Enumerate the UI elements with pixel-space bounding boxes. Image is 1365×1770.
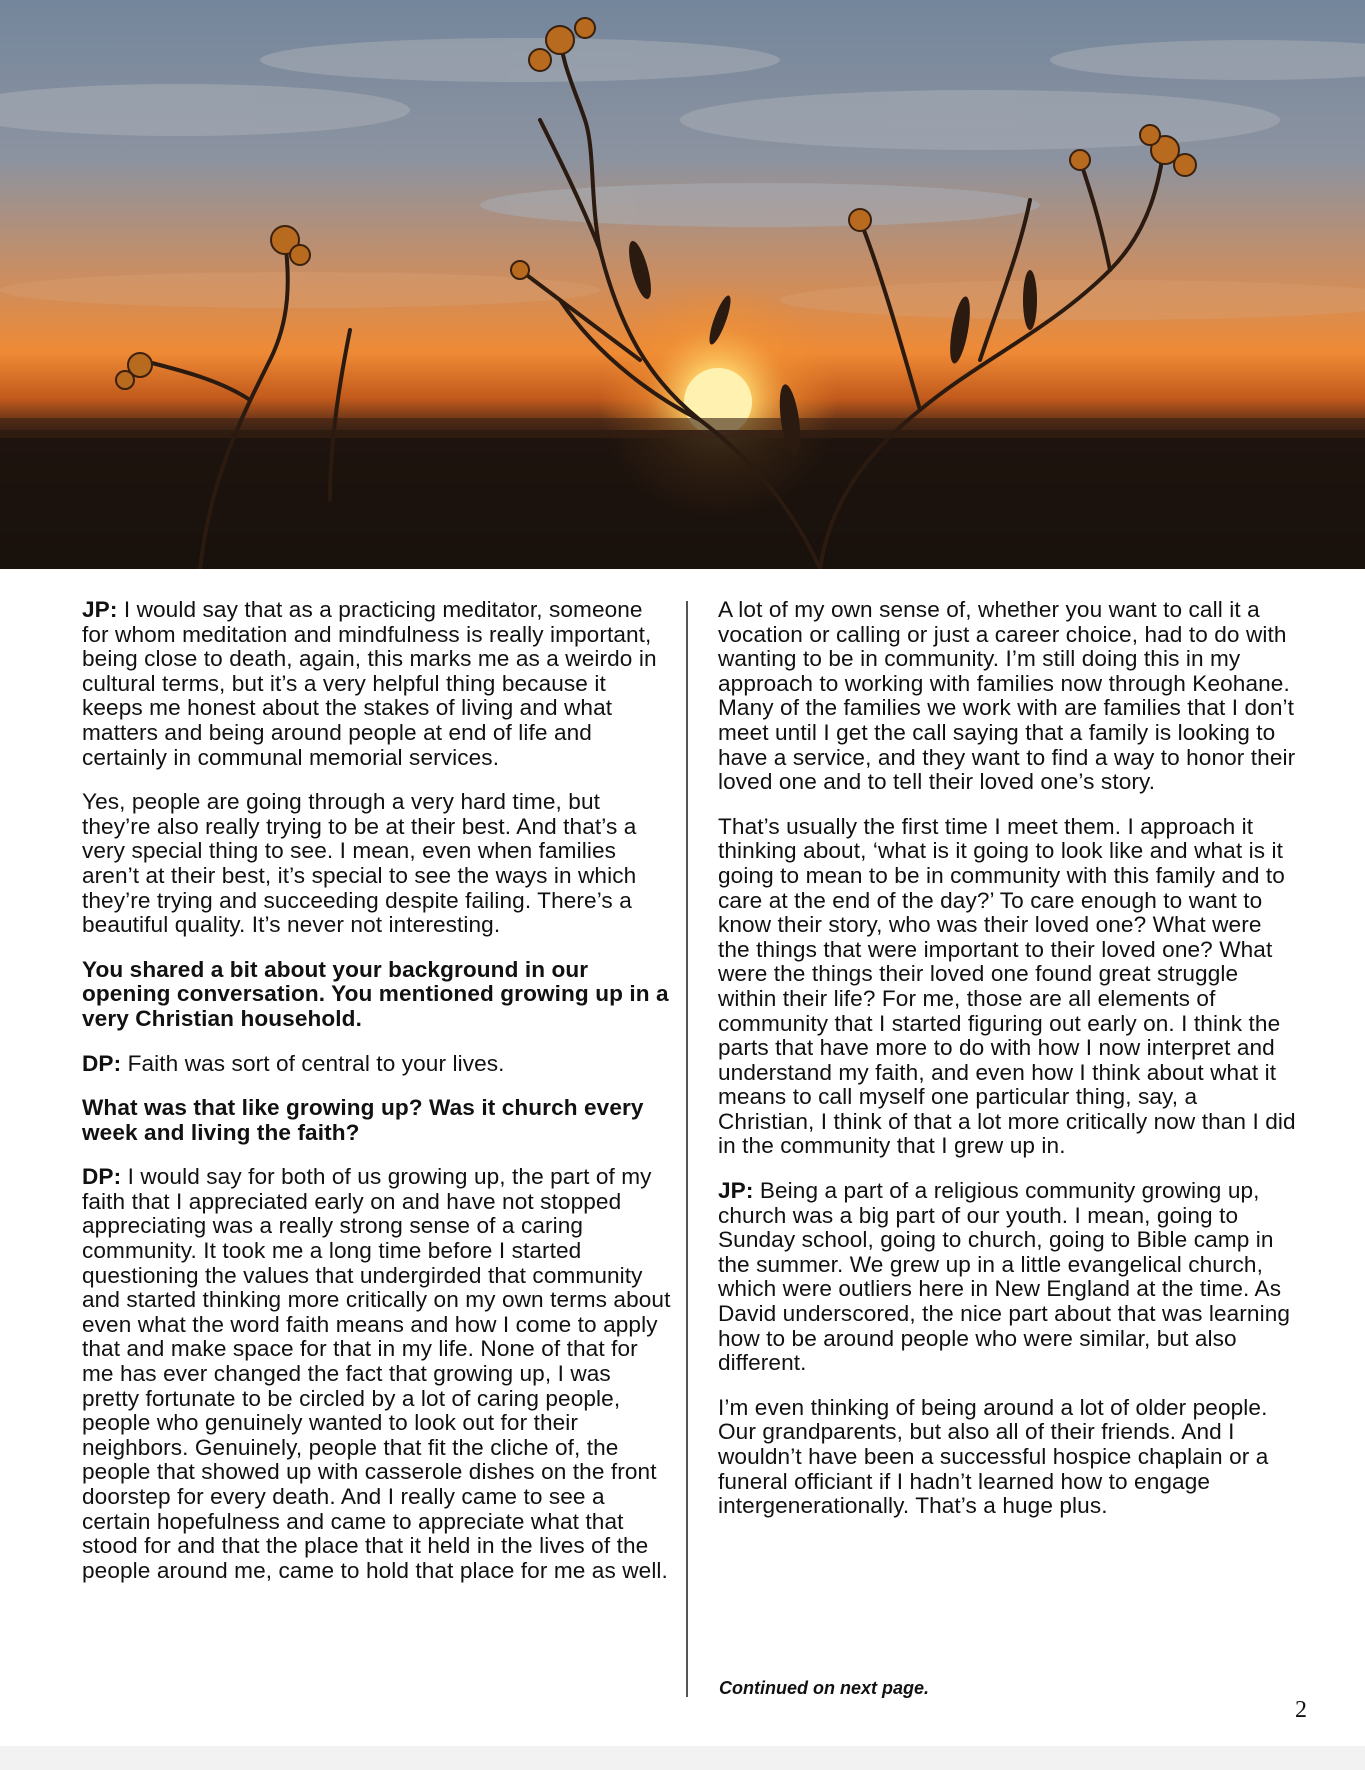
paragraph: A lot of my own sense of, whether you want to call it a vocation or calling or just a career choice, had to do with wanting to be in community. I’m still doing this in my approach to working with families now through Keohane. Many of the families we work with are families that I don’t meet until I get the call saying that a family is looking to have a service, and they want to find a way to honor their loved one and to tell their loved one’s story.: [718, 597, 1296, 795]
paragraph: Yes, people are going through a very hard time, but they’re also really trying to be at their best. And that’s a very special thing to see. I mean, even when families aren’t at their best, it’s special to see the ways in which they’re trying and succeeding despite failing. There’s a beautiful quality. It’s never not interesting.: [82, 789, 637, 938]
page-bottom-band: [0, 1746, 1365, 1770]
paragraph-text: I would say for both of us growing up, the part of my faith that I appreciated early on and have not stopped appreciating was a really strong sense of a caring community. It took me a long time before I started questioning the values that undergirded that community and started thinking more critically on my own terms about even what the word faith means and how I come to apply that and make space for that in my life. None of that for me has ever changed the fact that growing up, I was pretty fortunate to be circled by a lot of caring people, people who genuinely wanted to look out for their neighbors. Genuinely, people that fit the cliche of, the people that showed up with casserole dishes on the front doorstep for every death. And I really came to see a certain hopefulness and came to appreciate what that stood for and that the place that it held in the lives of the people around me, came to hold that place for me as well.: [82, 1164, 671, 1583]
speaker-label: JP:: [82, 597, 118, 622]
speaker-label: DP:: [82, 1164, 122, 1190]
continued-note: Continued on next page.: [719, 1678, 929, 1698]
page-number: 2: [1295, 1697, 1307, 1723]
interview-question: What was that like growing up? Was it church every week and living the faith?: [82, 1095, 644, 1145]
paragraph: I’m even thinking of being around a lot of older people. Our grandparents, but also all of their friends. And I wouldn’t have been a successful hospice chaplain or a funeral officiant if I hadn’t learned how to engage intergenerationally. That’s a huge plus.: [718, 1394, 1269, 1519]
paragraph: [718, 1179, 1296, 1376]
paragraph: [82, 1165, 672, 1583]
paragraph-text: Being a part of a religious community growing up, church was a big part of our youth. I mean, going to Sunday school, going to church, going to Bible camp in the summer. We grew up in a little evangelical church, which were outliers here in New England at the time. As David underscored, the nice part about that was learning how to be around people who were similar, but also different.: [718, 1178, 1291, 1376]
paragraph: [82, 598, 672, 770]
column-divider: [686, 601, 688, 1697]
left-text-column: [82, 598, 672, 1603]
speaker-label: DP:: [82, 1050, 122, 1076]
paragraph: That’s usually the first time I meet them. I approach it thinking about, ‘what is it going to look like and what is it going to mean to be in community with this family and to care at the end of the day?’ To care enough to want to know their story, who was their loved one? What were the things that were important to their loved one? What were the things their loved one found great struggle within their life? For me, those are all elements of community that I started figuring out early on. I think the parts that have more to do with how I now interpret and understand my faith, and even how I think about what it means to call myself one particular thing, say, a Christian, I think of that a lot more critically now than I did in the community that I grew up in.: [718, 813, 1296, 1159]
paragraph-text: Faith was sort of central to your lives.: [121, 1050, 505, 1076]
speaker-label: JP:: [718, 1178, 754, 1204]
paragraph-text: I would say that as a practicing meditator, someone for whom meditation and mindfulness is really important, being close to death, again, this marks me as a weirdo in cultural terms, but it’s a very helpful thing because it keeps me honest about the stakes of living and what matters and being around people at end of life and certainly in communal memorial services.: [82, 597, 657, 770]
sunset-wildflower-photo: [0, 0, 1365, 569]
right-text-column: [718, 598, 1296, 1539]
interview-question: You shared a bit about your background in our opening conversation. You mentioned growing up in a very Christian household.: [82, 956, 669, 1031]
paragraph: [82, 1052, 672, 1077]
